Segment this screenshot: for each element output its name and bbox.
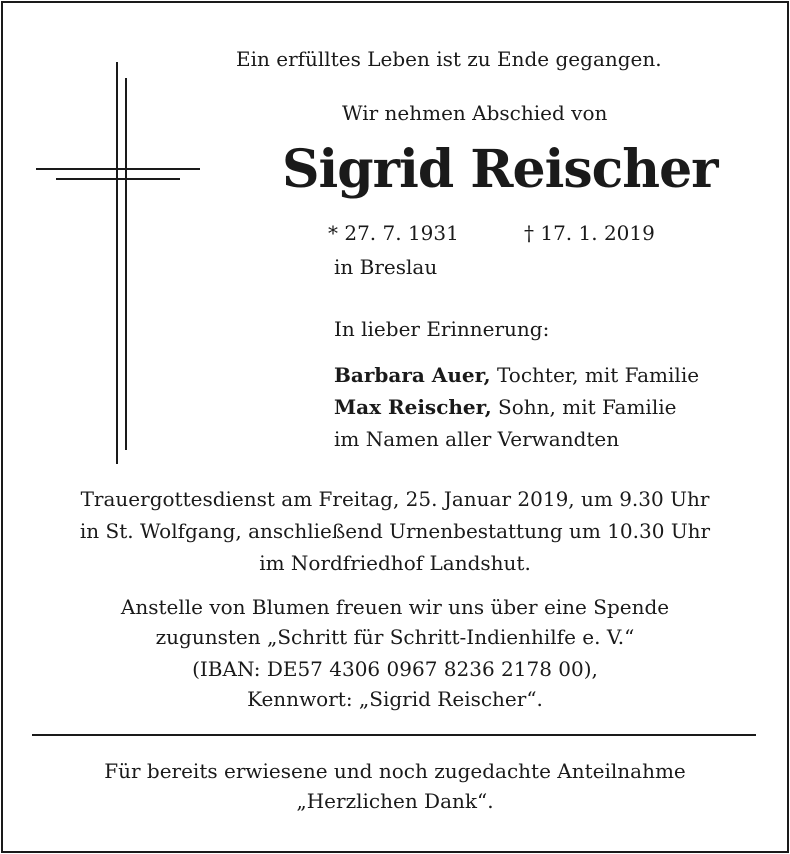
mourner-name: Max Reischer, (334, 395, 492, 419)
service-line: im Nordfriedhof Landshut. (259, 551, 531, 575)
deceased-name: Sigrid Reischer (282, 139, 718, 200)
mourner-line (334, 394, 676, 420)
donation-line: (IBAN: DE57 4306 0967 8236 2178 00), (192, 657, 598, 681)
donation-line: Anstelle von Blumen freuen wir uns über eine Spende (120, 595, 670, 619)
death-date: † 17. 1. 2019 (524, 221, 655, 245)
thanks-line: „Herzlichen Dank“. (296, 789, 494, 813)
service-line: in St. Wolfgang, anschließend Urnenbestattung um 10.30 Uhr (79, 519, 711, 543)
donation-line: Kennwort: „Sigrid Reischer“. (247, 687, 543, 711)
cross-icon (36, 62, 200, 464)
donation-line: zugunsten „Schritt für Schritt-Indienhilfe e. V.“ (155, 625, 635, 649)
mourner-relation: Sohn, mit Familie (498, 395, 677, 419)
mourner-line (334, 362, 699, 388)
memory-heading: In lieber Erinnerung: (334, 317, 550, 341)
mourner-name: Barbara Auer, (334, 363, 491, 387)
thanks-line: Für bereits erwiesene und noch zugedachte Anteilnahme (104, 759, 686, 783)
birthplace: in Breslau (334, 255, 438, 279)
intro-line: Ein erfülltes Leben ist zu Ende gegangen. (236, 47, 662, 71)
mourner-relation: Tochter, mit Familie (497, 363, 700, 387)
farewell-line: Wir nehmen Abschied von (342, 101, 608, 125)
birth-date: * 27. 7. 1931 (328, 221, 459, 245)
divider (32, 734, 756, 736)
service-line: Trauergottesdienst am Freitag, 25. Januar 2019, um 9.30 Uhr (80, 487, 710, 511)
mourners-closing: im Namen aller Verwandten (334, 427, 620, 451)
